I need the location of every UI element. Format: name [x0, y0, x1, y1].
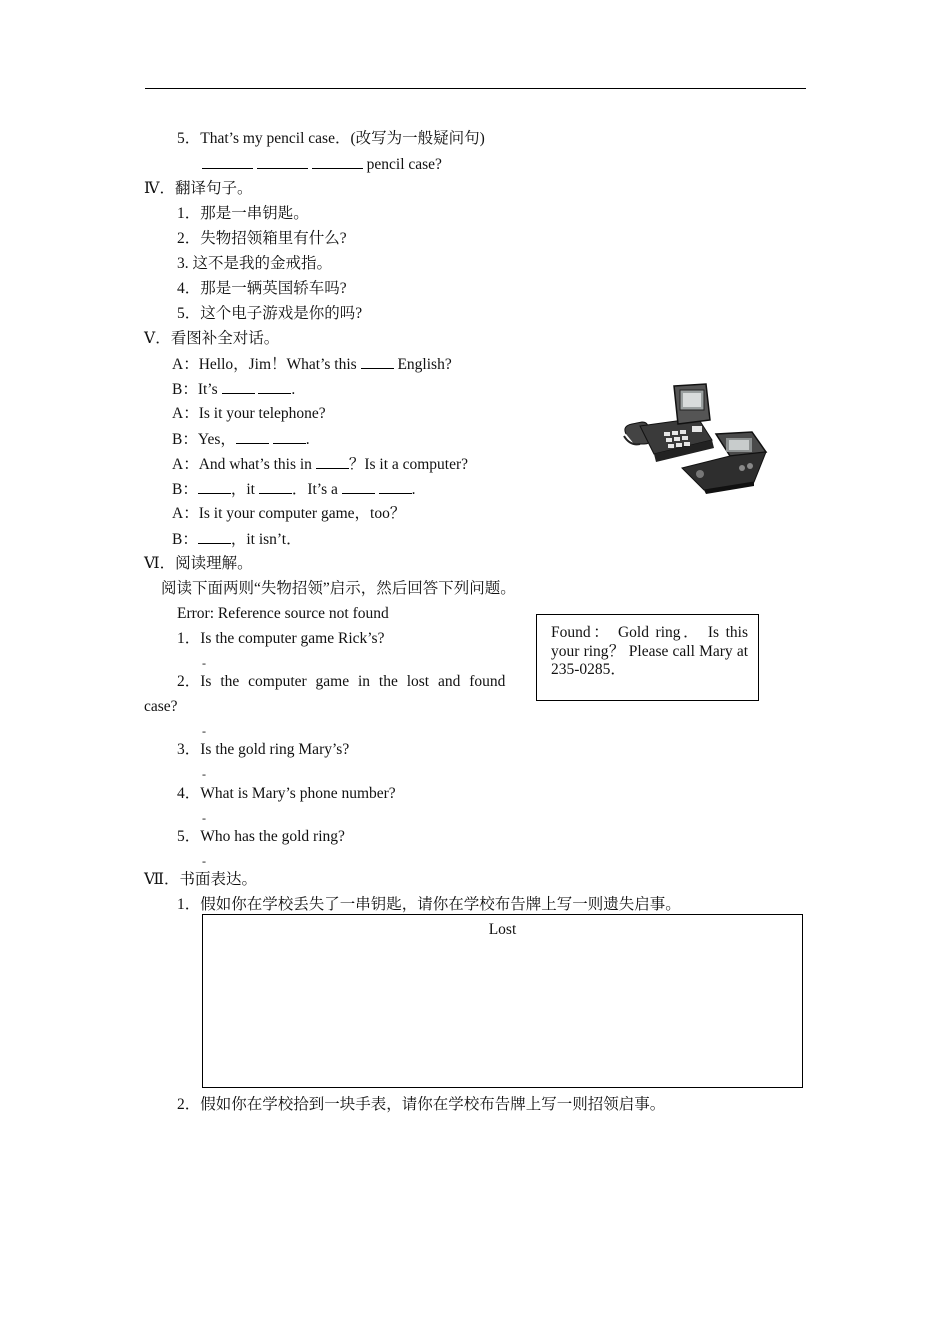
answer-blank[interactable]: [379, 479, 412, 494]
telephone-icon: [624, 384, 714, 462]
answer-line-mark[interactable]: -: [202, 811, 206, 825]
answer-blank[interactable]: [361, 354, 394, 369]
answer-blank[interactable]: [257, 154, 308, 169]
answer-blank[interactable]: [316, 454, 349, 469]
part4-item: 5．这个电子游戏是你的吗?: [177, 305, 363, 322]
part4-item: 3. 这不是我的金戒指。: [177, 255, 333, 272]
answer-blank[interactable]: [236, 429, 269, 444]
part4-item: 1．那是一串钥匙。: [177, 205, 309, 222]
part6-question: 4．What is Mary’s phone number?: [177, 785, 396, 802]
part6-question: 5．Who has the gold ring?: [177, 828, 345, 845]
part3-item5-question: 5．That’s my pencil case．(改写为一般疑问句): [177, 130, 485, 147]
part4-item: 2．失物招领箱里有什么?: [177, 230, 347, 247]
answer-line-mark[interactable]: -: [202, 854, 206, 868]
answer-line-mark[interactable]: -: [202, 724, 206, 738]
answer-line-mark[interactable]: -: [202, 767, 206, 781]
dialogue-line-a2: A：Is it your telephone?: [172, 405, 326, 422]
part6-question: 3．Is the gold ring Mary’s?: [177, 741, 350, 758]
dialogue-line-b3: B： ，it ．It’s a .: [172, 481, 416, 498]
dialogue-line-b4: B： ，it isn’t．: [172, 531, 302, 548]
part5-heading: Ⅴ．看图补全对话。: [144, 330, 280, 347]
dialogue-line-b1: B：It’s .: [172, 381, 296, 398]
part3-item5-answer-line: [202, 154, 442, 175]
part4-item: 4．那是一辆英国轿车吗?: [177, 280, 347, 297]
dialogue-line-a4: A：Is it your computer game，too？: [172, 505, 406, 522]
answer-blank[interactable]: [202, 154, 253, 169]
answer-tail: pencil case?: [362, 156, 442, 173]
part6-question: 2．Is the computer game in the lost and found: [177, 673, 506, 690]
part7-heading: Ⅶ．书面表达。: [144, 871, 258, 888]
dialogue-line-a3: A：And what’s this in ？Is it a computer?: [172, 456, 469, 473]
dialogue-line-b2: B：Yes， .: [172, 431, 310, 448]
answer-blank[interactable]: [198, 479, 231, 494]
answer-blank[interactable]: [273, 429, 306, 444]
part6-heading: Ⅵ．阅读理解。: [144, 555, 253, 572]
answer-blank[interactable]: [222, 379, 255, 394]
answer-blank[interactable]: [198, 529, 231, 544]
part6-instruction: 阅读下面两则“失物招领”启示，然后回答下列问题。: [161, 580, 516, 597]
dialogue-line-a1: A：Hello，Jim！What’s this English?: [172, 356, 452, 373]
part7-item2: 2．假如你在学校拾到一块手表，请你在学校布告牌上写一则招领启事。: [177, 1096, 666, 1113]
answer-blank[interactable]: [342, 479, 375, 494]
telephone-and-game-console-image: [620, 382, 768, 494]
part6-question: 1．Is the computer game Rick’s?: [177, 630, 385, 647]
answer-blank[interactable]: [258, 379, 291, 394]
answer-blank[interactable]: [259, 479, 292, 494]
answer-blank[interactable]: [312, 154, 363, 169]
answer-line-mark[interactable]: -: [202, 656, 206, 670]
part7-item1: 1．假如你在学校丢失了一串钥匙，请你在学校布告牌上写一则遗失启事。: [177, 896, 681, 913]
header-rule: [145, 88, 806, 89]
part6-question-cont: case?: [144, 698, 178, 715]
part4-heading: Ⅳ．翻译句子。: [144, 180, 253, 197]
found-notice: Found： Gold ring． Is this your ring？ Please call Mary at 235-0285．: [536, 614, 759, 701]
lost-notice-writing-box[interactable]: [202, 914, 803, 1088]
lost-notice-title: Lost: [488, 921, 517, 938]
part6-error-note: Error: Reference source not found: [177, 605, 389, 622]
